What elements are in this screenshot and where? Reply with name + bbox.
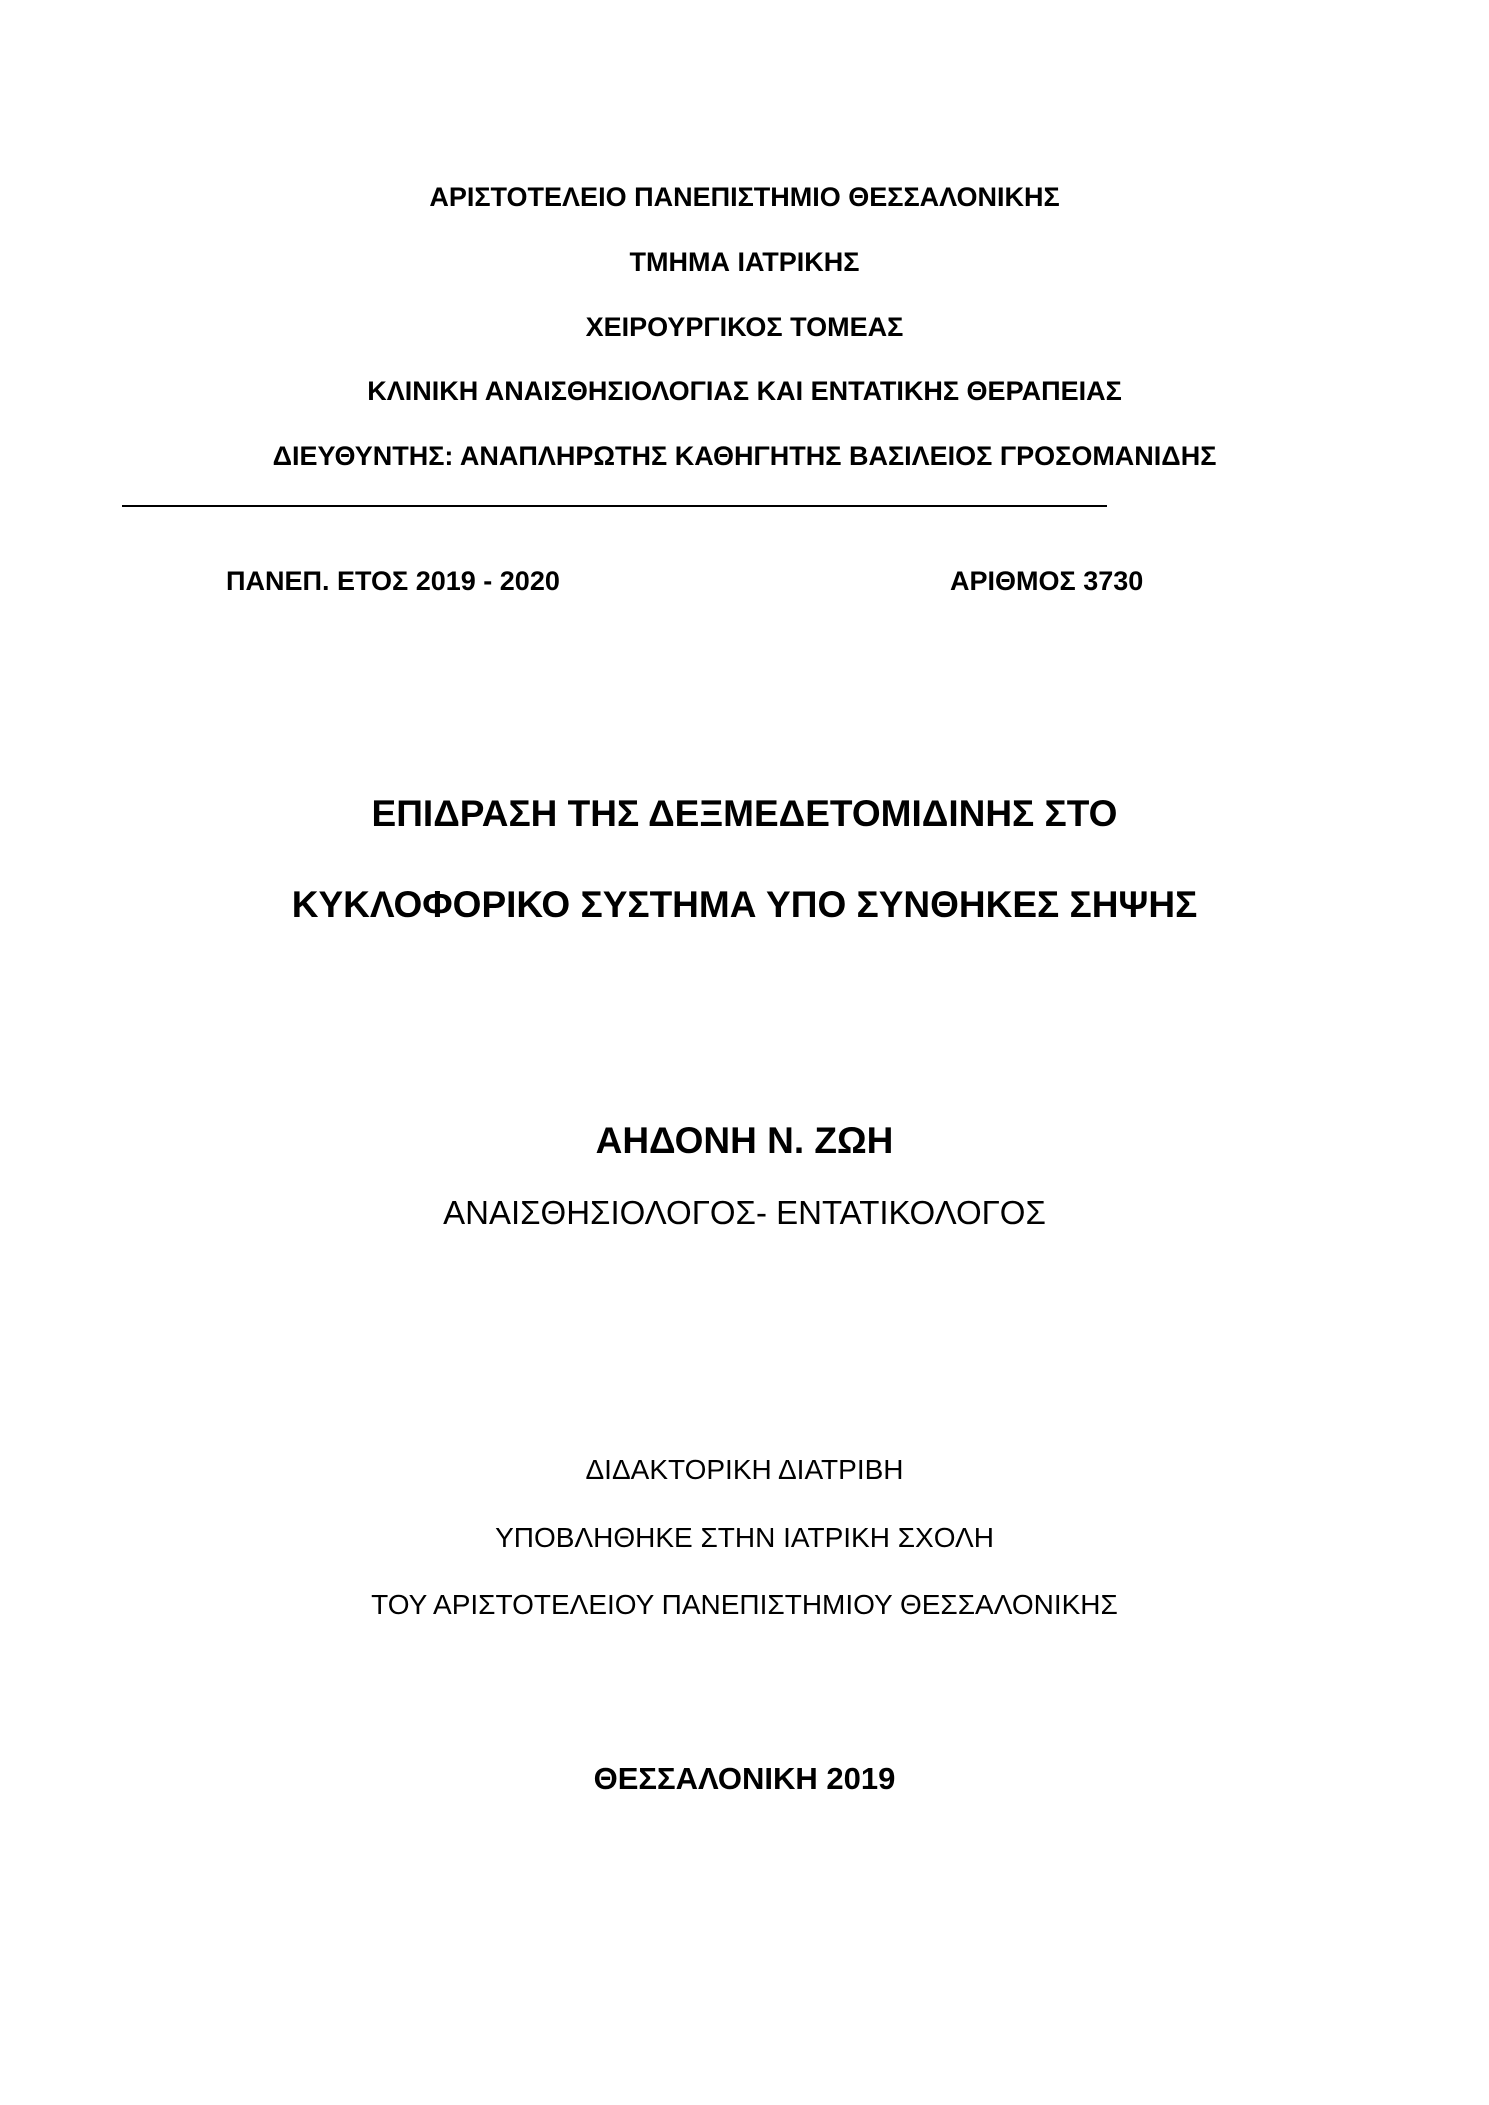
thesis-type: ΔΙΔΑΚΤΟΡΙΚΗ ΔΙΑΤΡΙΒΗ bbox=[585, 1454, 904, 1485]
department-name: ΤΜΗΜΑ ΙΑΤΡΙΚΗΣ bbox=[629, 247, 860, 277]
header-divider bbox=[122, 505, 1107, 507]
place-year: ΘΕΣΣΑΛΟΝΙΚΗ 2019 bbox=[593, 1761, 896, 1796]
sector-name: ΧΕΙΡΟΥΡΓΙΚΟΣ ΤΟΜΕΑΣ bbox=[585, 312, 904, 342]
director-line: ΔΙΕΥΘΥΝΤΗΣ: ΑΝΑΠΛΗΡΩΤΗΣ ΚΑΘΗΓΗΤΗΣ ΒΑΣΙΛΕΙΟΣ ΓΡΟΣΟΜΑΝΙΔΗΣ bbox=[272, 441, 1217, 471]
submission-line: ΥΠΟΒΛΗΘΗΚΕ ΣΤΗΝ ΙΑΤΡΙΚΗ ΣΧΟΛΗ bbox=[495, 1522, 994, 1553]
institution-line: ΤΟΥ ΑΡΙΣΤΟΤΕΛΕΙΟΥ ΠΑΝΕΠΙΣΤΗΜΙΟΥ ΘΕΣΣΑΛΟΝΙΚΗΣ bbox=[371, 1589, 1118, 1620]
academic-year: ΠΑΝΕΠ. ΕΤΟΣ 2019 - 2020 bbox=[226, 566, 560, 596]
author-specialty: ΑΝΑΙΣΘΗΣΙΟΛΟΓΟΣ- ΕΝΤΑΤΙΚΟΛΟΓΟΣ bbox=[443, 1194, 1046, 1231]
thesis-title-line-1: ΕΠΙΔΡΑΣΗ ΤΗΣ ΔΕΞΜΕΔΕΤΟΜΙΔΙΝΗΣ ΣΤΟ bbox=[371, 793, 1118, 834]
thesis-title-line-2: ΚΥΚΛΟΦΟΡΙΚΟ ΣΥΣΤΗΜΑ ΥΠΟ ΣΥΝΘΗΚΕΣ ΣΗΨΗΣ bbox=[291, 884, 1198, 925]
author-name: ΑΗΔΟΝΗ Ν. ΖΩΗ bbox=[595, 1120, 894, 1161]
university-name: ΑΡΙΣΤΟΤΕΛΕΙΟ ΠΑΝΕΠΙΣΤΗΜΙΟ ΘΕΣΣΑΛΟΝΙΚΗΣ bbox=[429, 182, 1060, 212]
thesis-number: ΑΡΙΘΜΟΣ 3730 bbox=[950, 566, 1144, 596]
clinic-name: ΚΛΙΝΙΚΗ ΑΝΑΙΣΘΗΣΙΟΛΟΓΙΑΣ ΚΑΙ ΕΝΤΑΤΙΚΗΣ ΘΕΡΑΠΕΙΑΣ bbox=[367, 376, 1122, 406]
